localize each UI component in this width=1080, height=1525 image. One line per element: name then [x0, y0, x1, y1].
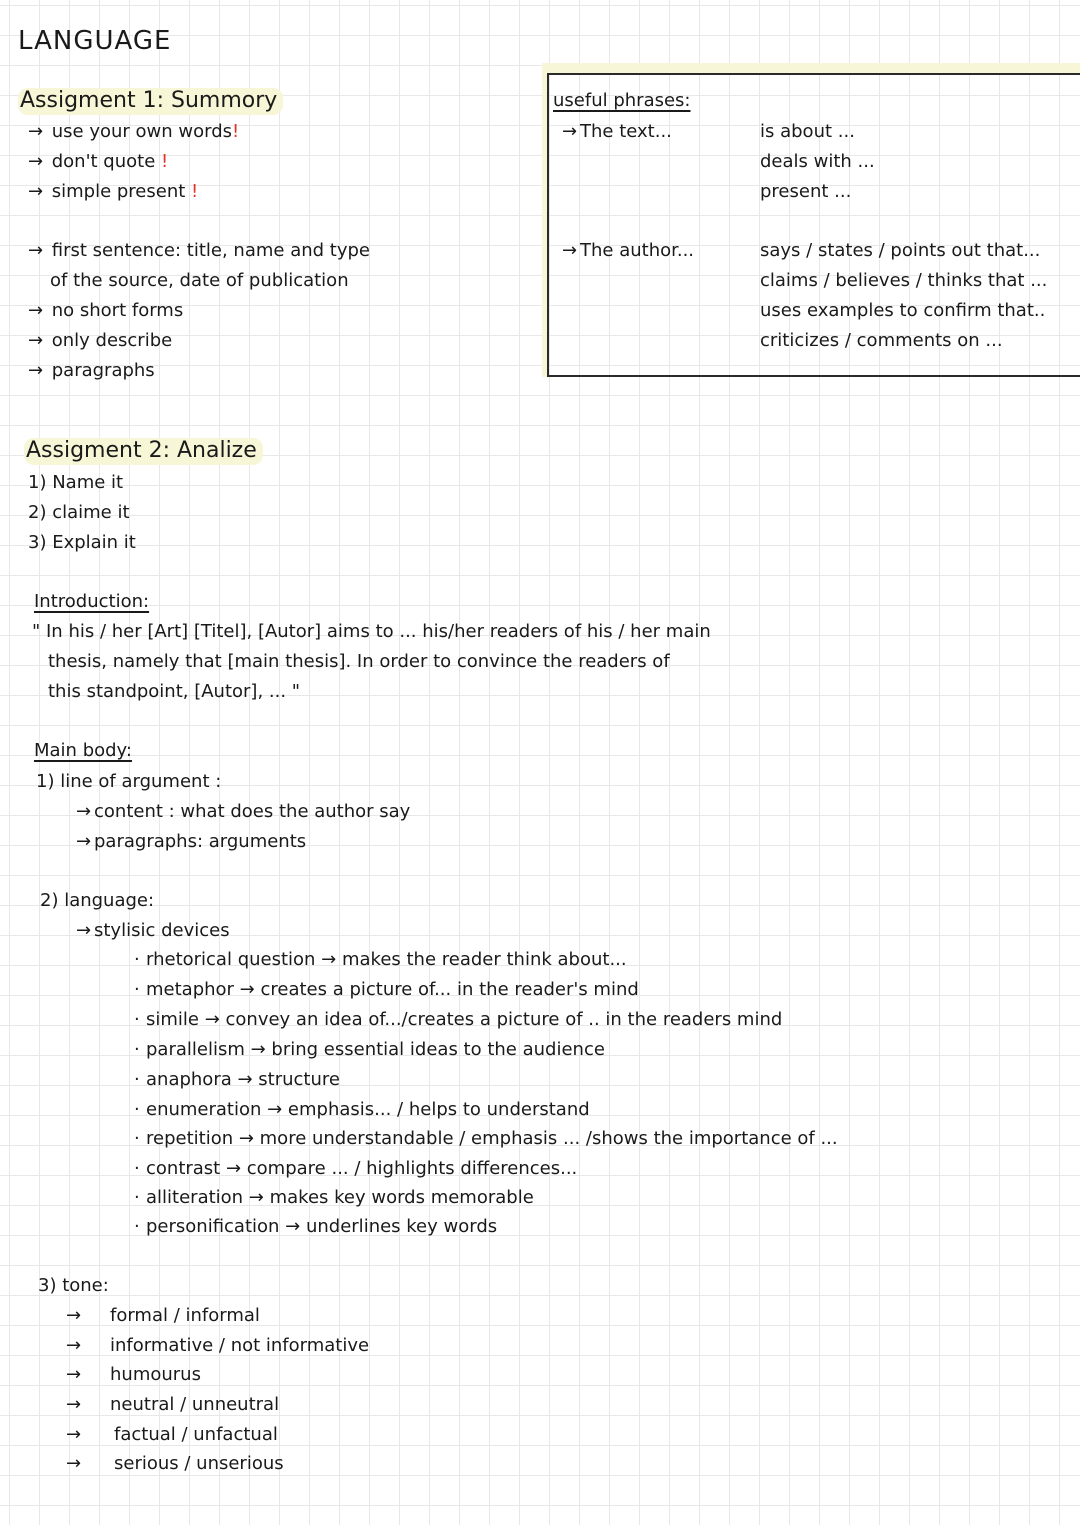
arrow-icon: →: [66, 1305, 82, 1326]
tone-item: → formal / informal: [66, 1305, 260, 1326]
bullet-icon: ·: [134, 1128, 140, 1149]
bullet-icon: ·: [134, 1009, 140, 1030]
bullet-icon: ·: [134, 1216, 140, 1237]
section-heading: 2) language:: [40, 890, 155, 911]
phrase-subject: → The text...: [562, 121, 672, 142]
arrow-icon: →: [28, 181, 44, 202]
arrow-icon: →: [28, 300, 44, 321]
phrase-ending: is about ...: [760, 121, 855, 142]
argument-item: → paragraphs: arguments: [76, 831, 307, 852]
introduction-heading: Introduction:: [34, 591, 150, 612]
bullet-icon: ·: [134, 949, 140, 970]
tone-item: → factual / unfactual: [66, 1424, 278, 1445]
rule-continuation: of the source, date of publication: [50, 270, 349, 291]
bullet-icon: ·: [134, 1187, 140, 1208]
tone-item: → neutral / unneutral: [66, 1394, 280, 1415]
section-heading: 3) tone:: [38, 1275, 109, 1296]
exclamation-mark: !: [191, 181, 199, 202]
bullet-icon: ·: [134, 1069, 140, 1090]
arrow-icon: →: [28, 151, 44, 172]
arrow-icon: →: [76, 801, 92, 822]
device-item: · simile → convey an idea of.../creates a picture of .. in the readers mind: [134, 1009, 783, 1030]
exclamation-mark: !: [161, 151, 169, 172]
rule-item: → no short forms: [28, 300, 184, 321]
arrow-icon: →: [76, 831, 92, 852]
bullet-icon: ·: [134, 1039, 140, 1060]
arrow-icon: →: [28, 240, 44, 261]
arrow-icon: →: [66, 1394, 82, 1415]
rule-item: → paragraphs: [28, 360, 155, 381]
exclamation-mark: !: [232, 121, 240, 142]
rule-item: → don't quote !: [28, 151, 169, 172]
page-title: LANGUAGE: [18, 26, 172, 56]
arrow-icon: →: [28, 121, 44, 142]
phrase-ending: present ...: [760, 181, 852, 202]
phrase-subject: → The author...: [562, 240, 695, 261]
device-item: · repetition → more understandable / emphasis ... /shows the importance of ...: [134, 1128, 838, 1149]
device-item: · parallelism → bring essential ideas to the audience: [134, 1039, 605, 1060]
phrase-ending: claims / believes / thinks that ...: [760, 270, 1048, 291]
intro-line: thesis, namely that [main thesis]. In order to convince the readers of: [48, 651, 670, 672]
device-item: · personification → underlines key words: [134, 1216, 498, 1237]
rule-item: → first sentence: title, name and type: [28, 240, 370, 261]
section-heading: 1) line of argument :: [36, 771, 222, 792]
arrow-icon: →: [66, 1424, 82, 1445]
rule-item: → use your own words!: [28, 121, 240, 142]
intro-line: " In his / her [Art] [Titel], [Autor] aims to ... his/her readers of his / her main: [32, 621, 711, 642]
bullet-icon: ·: [134, 1099, 140, 1120]
bullet-icon: ·: [134, 1158, 140, 1179]
device-item: · enumeration → emphasis... / helps to understand: [134, 1099, 590, 1120]
device-item: · anaphora → structure: [134, 1069, 340, 1090]
device-item: · contrast → compare ... / highlights differences...: [134, 1158, 578, 1179]
tone-item: → informative / not informative: [66, 1335, 370, 1356]
phrase-ending: uses examples to confirm that..: [760, 300, 1046, 321]
device-item: · rhetorical question → makes the reader think about...: [134, 949, 627, 970]
step-item: 1) Name it: [28, 472, 124, 493]
device-item: · metaphor → creates a picture of... in the reader's mind: [134, 979, 639, 1000]
arrow-icon: →: [66, 1453, 82, 1474]
assignment-1-heading: Assigment 1: Summory: [18, 88, 283, 115]
stylistic-devices-heading: → stylisic devices: [76, 920, 230, 941]
device-item: · alliteration → makes key words memorable: [134, 1187, 534, 1208]
useful-phrases-heading: useful phrases:: [553, 90, 691, 111]
arrow-icon: →: [562, 240, 578, 261]
arrow-icon: →: [66, 1335, 82, 1356]
phrase-ending: criticizes / comments on ...: [760, 330, 1003, 351]
arrow-icon: →: [28, 360, 44, 381]
phrase-ending: says / states / points out that...: [760, 240, 1041, 261]
tone-item: → humourus: [66, 1364, 201, 1385]
step-item: 2) claime it: [28, 502, 130, 523]
intro-line: this standpoint, [Autor], ... ": [48, 681, 301, 702]
arrow-icon: →: [562, 121, 578, 142]
tone-item: → serious / unserious: [66, 1453, 284, 1474]
assignment-2-heading: Assigment 2: Analize: [24, 438, 263, 465]
arrow-icon: →: [76, 920, 92, 941]
bullet-icon: ·: [134, 979, 140, 1000]
rule-item: → only describe: [28, 330, 173, 351]
main-body-heading: Main body:: [34, 740, 132, 761]
argument-item: → content : what does the author say: [76, 801, 411, 822]
arrow-icon: →: [66, 1364, 82, 1385]
rule-item: → simple present !: [28, 181, 199, 202]
phrase-ending: deals with ...: [760, 151, 875, 172]
arrow-icon: →: [28, 330, 44, 351]
step-item: 3) Explain it: [28, 532, 136, 553]
